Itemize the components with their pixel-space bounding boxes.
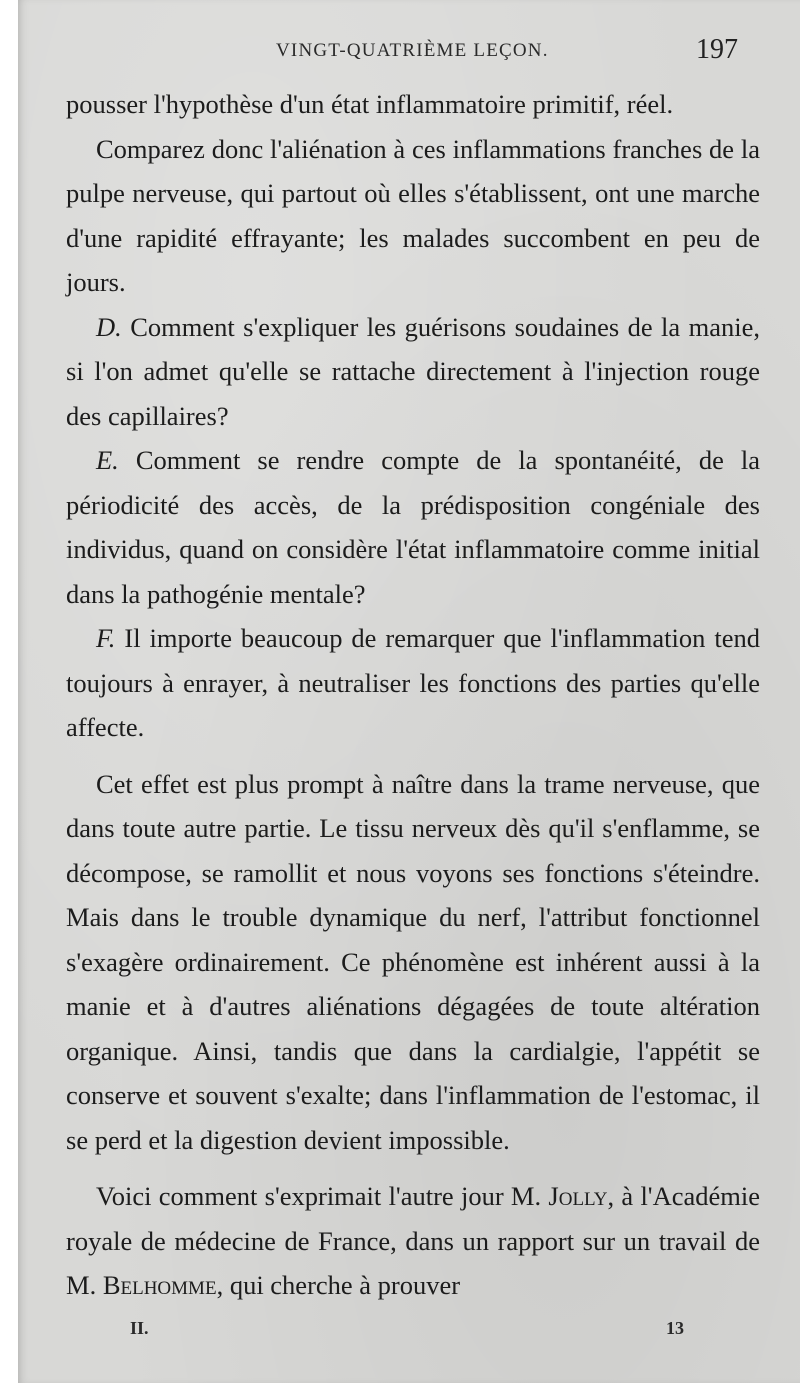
volume-marker: II.: [130, 1318, 149, 1338]
paragraph-text: , à l'Académie royale de médecine de France, dans un rapport sur un travail de M.: [66, 1181, 760, 1300]
paragraph-text: Il importe beaucoup de remarquer que l'inflammation tend toujours à enrayer, à neutraliser les fonctions des parties qu'elle affecte.: [66, 623, 760, 742]
paragraph: [66, 762, 760, 1163]
paragraph-text: Cet effet est plus prompt à naître dans la trame nerveuse, que dans toute autre partie. Le tissu nerveux dès qu'il s'enflamme, se décompose, se ramollit et nous voyons ses fonctions s'éteindre. Mais dans le trouble dynamique du nerf, l'attribut fonctionnel s'exagère ordinairement. Ce phénomène est inhérent aussi à la manie et à d'autres aliénations dégagées de toute altération organique. Ainsi, tandis que dans la cardialgie, l'appétit se conserve et souvent s'exalte; dans l'inflammation de l'estomac, il se perd et la digestion devient impossible.: [66, 768, 760, 1155]
paragraph-text: pousser l'hypothèse d'un état inflammatoire primitif, réel.: [66, 89, 674, 119]
paragraph-text: Comment s'expliquer les guérisons soudaines de la manie, si l'on admet qu'elle se rattache directement à l'injection rouge des capillaires?: [66, 311, 760, 431]
author-name: Jolly: [548, 1181, 608, 1211]
paragraph-text: , qui cherche à prouver: [216, 1270, 461, 1300]
running-title: VINGT-QUATRIÈME LEÇON.: [276, 40, 549, 61]
item-label: E.: [96, 445, 119, 475]
paragraph-item-d: [66, 305, 760, 439]
page-number: 197: [696, 34, 738, 65]
item-label: D.: [96, 311, 122, 342]
item-label: F.: [96, 623, 116, 653]
scan-margin: [0, 0, 18, 1383]
author-name: Belhomme: [102, 1270, 217, 1300]
paragraph-text: Comparez donc l'aliénation à ces inflammations franches de la pulpe nerveuse, qui partout où elles s'établissent, ont une marche d'une rapidité effrayante; les malades succombent en peu de jours.: [66, 133, 760, 297]
signature-mark: 13: [666, 1318, 684, 1338]
paragraph-text: Voici comment s'exprimait l'autre jour M.: [96, 1181, 549, 1211]
paragraph-text: Comment se rendre compte de la spontanéité, de la périodicité des accès, de la prédisposition congéniale des individus, quand on considère l'état inflammatoire comme initial dans la pathogénie mentale?: [66, 445, 760, 609]
paragraph: [66, 1174, 760, 1308]
paragraph-item-e: [66, 438, 760, 616]
paragraph: [66, 82, 760, 127]
book-page: [18, 0, 800, 1383]
body-text: [66, 82, 760, 1308]
paragraph-item-f: [66, 616, 760, 750]
paragraph: [66, 127, 760, 305]
